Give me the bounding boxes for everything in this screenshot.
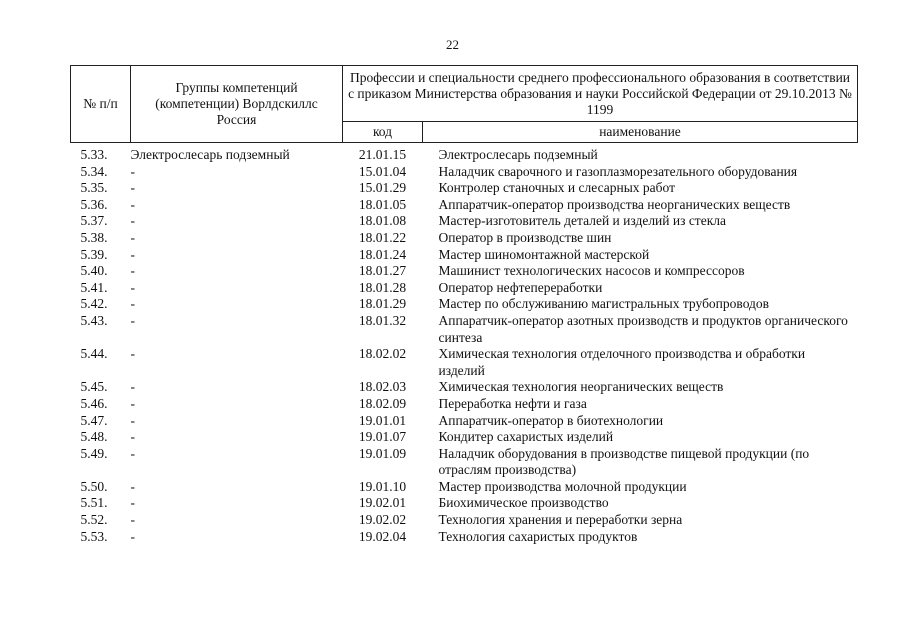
table-body [71,143,858,546]
row-code: 18.02.03 [358,379,407,395]
row-num: 5.52. [80,512,108,528]
header-group: Группы компетенций (компетенции) Ворлдскиллс Россия [131,66,343,143]
row-code: 18.01.08 [358,213,407,229]
row-name: Мастер производства молочной продукции [438,478,687,494]
row-code: 19.02.02 [358,512,407,528]
row-num: 5.39. [80,246,108,262]
row-name: Химическая технология неорганических веществ [438,379,724,395]
row-group: Электрослесарь подземный [130,147,290,162]
row-code: 19.01.10 [358,478,407,494]
row-name: Кондитер сахаристых изделий [438,429,614,445]
table-header [71,66,858,143]
table-row [71,213,858,230]
row-name: Технология сахаристых продуктов [438,528,638,544]
row-group: - [130,246,135,262]
table-row [71,164,858,181]
row-name: Аппаратчик-оператор производства неорганических веществ [438,196,791,212]
table-row [71,529,858,546]
row-group: - [130,163,135,179]
row-num: 5.35. [80,180,108,196]
table-row [71,197,858,214]
row-code: 19.02.04 [358,528,407,544]
table-row [71,413,858,430]
row-num: 5.45. [80,379,108,395]
row-num: 5.49. [80,445,108,461]
row-code: 18.01.29 [358,296,407,312]
row-group: - [130,229,135,245]
row-num: 5.41. [80,279,108,295]
row-num: 5.34. [80,163,108,179]
row-group: - [130,512,135,528]
row-name: Мастер по обслуживанию магистральных трубопроводов [438,296,770,312]
row-name: Биохимическое производство [438,495,609,511]
row-group: - [130,528,135,544]
row-num: 5.42. [80,296,108,312]
row-num: 5.44. [80,346,108,362]
row-code: 18.01.28 [358,279,407,295]
row-code: 18.01.22 [358,229,407,245]
row-name: Оператор нефтепереработки [438,279,603,295]
row-name: Мастер-изготовитель деталей и изделий из стекла [438,213,726,229]
row-num: 5.36. [80,196,108,212]
row-group: - [130,180,135,196]
page-number: 22 [446,37,459,52]
row-group: - [130,196,135,212]
row-code: 18.01.05 [358,196,407,212]
table-row [71,280,858,297]
row-name: Мастер шиномонтажной мастерской [438,246,650,262]
row-group: - [130,379,135,395]
row-name: Наладчик сварочного и газоплазморезательного оборудования [438,163,798,179]
row-code: 19.01.01 [358,412,407,428]
row-num: 5.38. [80,229,108,245]
table-row [71,512,858,529]
row-group: - [130,445,135,461]
row-name: Наладчик оборудования в производстве пищевой продукции (по отраслям производства) [438,445,810,478]
row-num: 5.51. [80,495,108,511]
row-code: 19.01.07 [358,429,407,445]
row-name: Химическая технология отделочного производства и обработки изделий [438,346,806,378]
row-group: - [130,213,135,229]
row-name: Аппаратчик-оператор в биотехнологии [438,412,664,428]
row-code: 19.01.09 [358,445,407,461]
table-row [71,263,858,280]
table-row [71,495,858,512]
row-code: 15.01.29 [358,180,407,196]
row-group: - [130,296,135,312]
row-code: 15.01.04 [358,163,407,179]
row-num: 5.37. [80,213,108,229]
row-group: - [130,346,135,362]
table-row [71,180,858,197]
row-group: - [130,279,135,295]
row-num: 5.43. [80,312,108,328]
table-row [71,396,858,413]
row-group: - [130,478,135,494]
row-name: Переработка нефти и газа [438,395,587,411]
table-row [71,143,858,164]
header-professions: Профессии и специальности среднего профессионального образования в соответствии с приказом Министерства образования и науки Российской Федерации от 29.10.2013 № 1199 [343,66,858,122]
row-name: Машинист технологических насосов и компрессоров [438,263,745,279]
row-group: - [130,495,135,511]
row-code: 18.02.09 [358,395,407,411]
row-code: 18.01.24 [358,246,407,262]
row-name: Оператор в производстве шин [438,229,612,245]
row-name: Электрослесарь подземный [438,147,598,162]
row-group: - [130,312,135,328]
row-name: Технология хранения и переработки зерна [438,512,683,528]
row-code: 18.02.02 [358,346,407,362]
row-code: 19.02.01 [358,495,407,511]
table-row [71,247,858,264]
table-row [71,446,858,479]
row-name: Аппаратчик-оператор азотных производств и продуктов органического синтеза [438,312,848,345]
row-num: 5.40. [80,263,108,279]
row-num: 5.48. [80,429,108,445]
row-group: - [130,429,135,445]
row-name: Контролер станочных и слесарных работ [438,180,675,196]
header-code: код [343,122,423,143]
table-row [71,313,858,346]
professions-table [70,65,858,545]
row-group: - [130,263,135,279]
row-num: 5.50. [80,478,108,494]
table-row [71,479,858,496]
table-row [71,379,858,396]
header-name: наименование [423,122,858,143]
table-row [71,296,858,313]
row-group: - [130,412,135,428]
row-num: 5.33. [80,147,108,162]
table-row [71,346,858,379]
row-group: - [130,395,135,411]
header-num: № п/п [71,66,131,143]
row-num: 5.46. [80,395,108,411]
row-num: 5.53. [80,528,108,544]
row-num: 5.47. [80,412,108,428]
row-code: 18.01.27 [358,263,407,279]
row-code: 18.01.32 [358,312,407,328]
row-code: 21.01.15 [358,147,407,162]
table-row [71,429,858,446]
table-row [71,230,858,247]
